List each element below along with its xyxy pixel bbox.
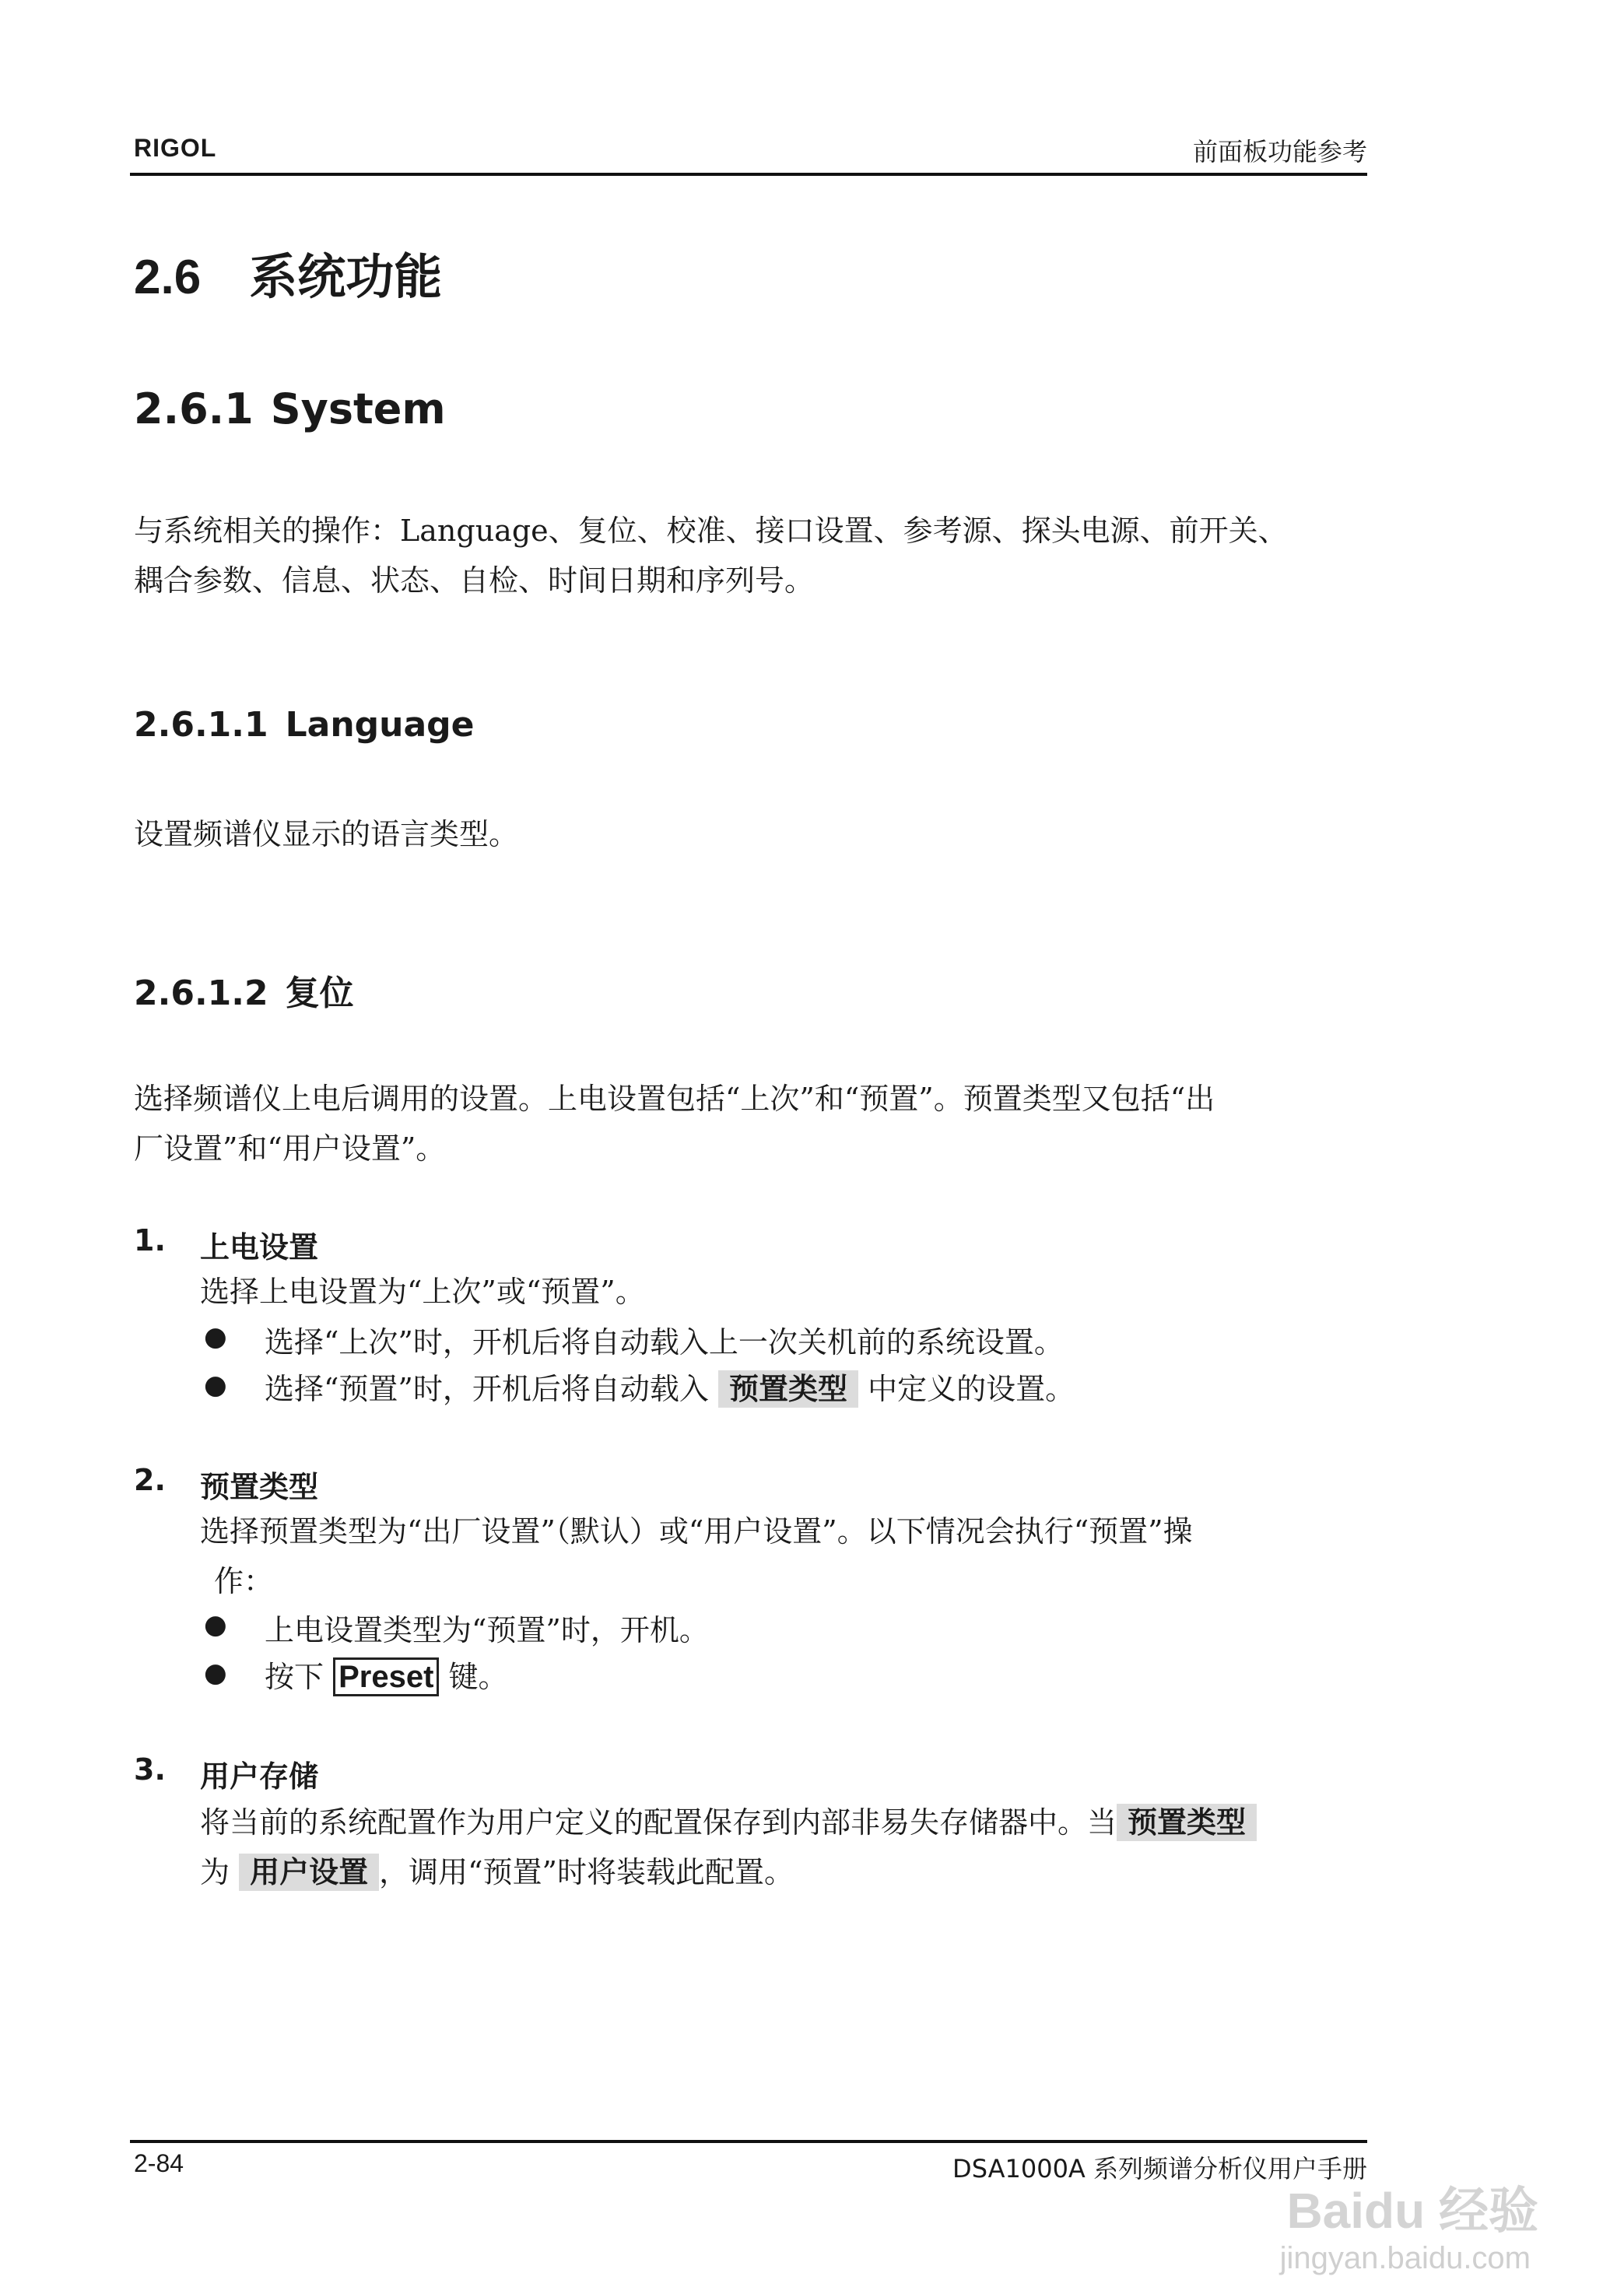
- list-item-number: 1.: [134, 1223, 166, 1257]
- body-text-post: ，调用“预置”时将装载此配置。: [379, 1855, 794, 1889]
- list-item-title: 预置类型: [200, 1470, 319, 1504]
- header-section-title: 前面板功能参考: [1192, 137, 1367, 167]
- list-item-body-line: 选择预置类型为“出厂设置”（默认）或“用户设置”。以下情况会执行“预置”操: [200, 1514, 1193, 1549]
- body-text-pre: 将当前的系统配置作为用户定义的配置保存到内部非易失存储器中。当: [200, 1805, 1117, 1840]
- intro-paragraph: [134, 506, 1379, 605]
- reset-heading-number: 2.6.1.2: [134, 973, 268, 1013]
- list-item-body: [200, 1507, 1375, 1606]
- list-item-body-line: [200, 1798, 1375, 1847]
- softkey-user-settings: 用户设置: [239, 1854, 379, 1891]
- bullet-text-post: 中定义的设置。: [868, 1372, 1075, 1406]
- list-item-title: 上电设置: [200, 1230, 319, 1265]
- language-description: 设置频谱仪显示的语言类型。: [134, 817, 519, 851]
- header-rule: [130, 173, 1367, 176]
- bullet-text: [265, 1653, 508, 1696]
- preset-key: Preset: [333, 1657, 439, 1696]
- subsection-heading: [134, 384, 446, 433]
- reset-heading: [134, 965, 354, 1015]
- list-item-number: 3.: [134, 1752, 166, 1787]
- bullet-text: [265, 1365, 1075, 1408]
- reset-line: 选择频谱仪上电后调用的设置。上电设置包括“上次”和“预置”。预置类型又包括“出: [134, 1082, 1215, 1116]
- list-item-body: 选择上电设置为“上次”或“预置”。: [200, 1275, 645, 1309]
- softkey-preset-type: 预置类型: [1117, 1804, 1257, 1841]
- subsection-number: 2.6.1: [134, 384, 254, 433]
- bullet-icon: ●: [204, 1609, 227, 1640]
- softkey-preset-type: 预置类型: [718, 1370, 858, 1408]
- list-item-body: [200, 1798, 1375, 1897]
- bullet-text-pre: 选择“预置”时，开机后将自动载入: [265, 1372, 709, 1406]
- language-heading: [134, 705, 475, 745]
- bullet-icon: ●: [204, 1657, 227, 1689]
- header-brand: RIGOL: [134, 134, 217, 162]
- list-item-body-line: 作：: [214, 1564, 274, 1598]
- intro-line: 耦合参数、信息、状态、自检、时间日期和序列号。: [134, 563, 815, 598]
- footer-rule: [130, 2140, 1367, 2143]
- list-item-title: 用户存储: [200, 1759, 319, 1794]
- section-number: 2.6: [134, 251, 202, 304]
- bullet-text-post: 键。: [448, 1660, 508, 1694]
- section-heading: [134, 238, 442, 307]
- footer-manual-title: DSA1000A 系列频谱分析仪用户手册: [952, 2154, 1367, 2184]
- reset-paragraph: [134, 1074, 1379, 1173]
- body-text-pre: 为: [200, 1855, 230, 1889]
- bullet-text: 上电设置类型为“预置”时，开机。: [265, 1613, 709, 1647]
- bullet-icon: ●: [204, 1321, 227, 1352]
- intro-line: 与系统相关的操作：Language、复位、校准、接口设置、参考源、探头电源、前开关、: [134, 514, 1288, 548]
- reset-line: 厂设置”和“用户设置”。: [134, 1131, 446, 1166]
- watermark-logo: Baidu 经验: [1286, 2183, 1538, 2239]
- bullet-icon: ●: [204, 1370, 227, 1401]
- list-item-body-line: [200, 1847, 1375, 1897]
- reset-heading-title: 复位: [285, 973, 354, 1013]
- footer-page-number: 2-84: [134, 2149, 184, 2177]
- language-heading-number: 2.6.1.1: [134, 705, 268, 745]
- list-item-number: 2.: [134, 1463, 166, 1497]
- bullet-text: 选择“上次”时，开机后将自动载入上一次关机前的系统设置。: [265, 1325, 1064, 1359]
- section-title: 系统功能: [249, 248, 443, 305]
- bullet-text-pre: 按下: [265, 1660, 324, 1694]
- language-heading-title: Language: [285, 705, 475, 745]
- watermark-url: jingyan.baidu.com: [1279, 2241, 1531, 2275]
- subsection-title: System: [270, 384, 446, 433]
